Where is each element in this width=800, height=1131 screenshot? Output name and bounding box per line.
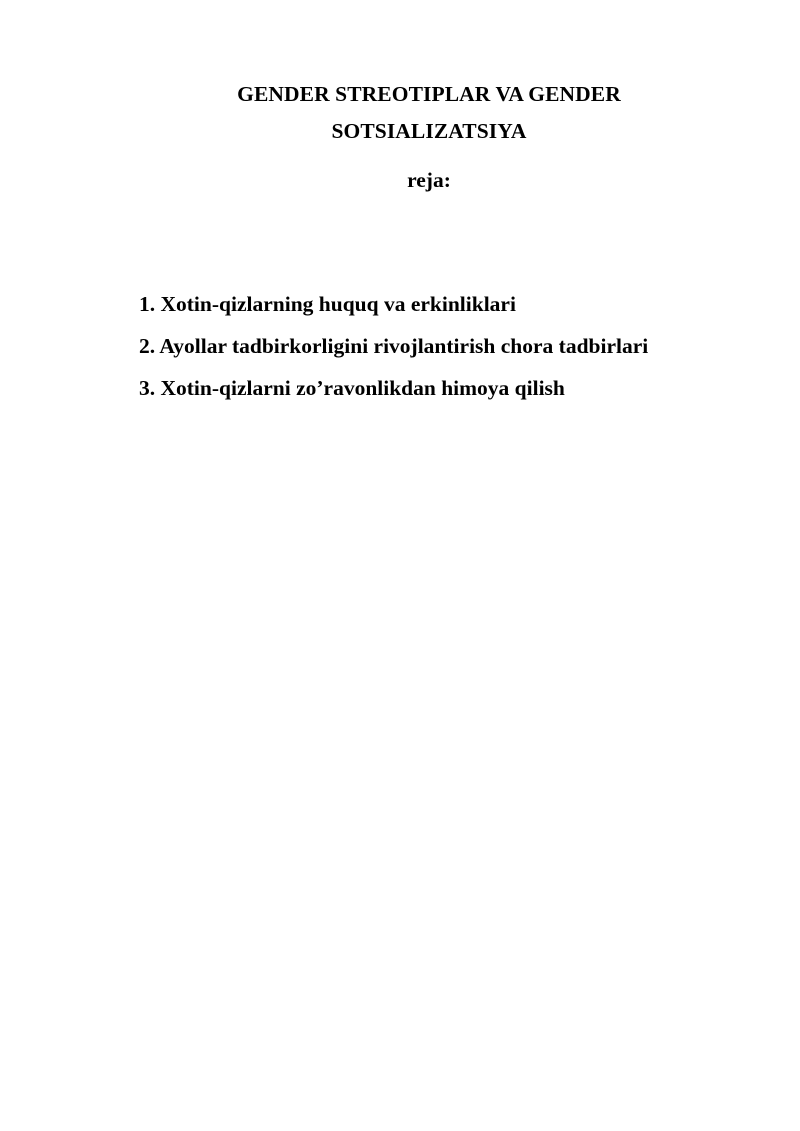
plan-item-3: 3. Xotin-qizlarni zo’ravonlikdan himoya qilish bbox=[139, 376, 565, 400]
page-title-line-2: SOTSIALIZATSIYA bbox=[331, 119, 527, 143]
plan-list bbox=[139, 283, 648, 409]
plan-item-1: 1. Xotin-qizlarning huquq va erkinliklari bbox=[139, 292, 516, 316]
plan-item-2: 2. Ayollar tadbirkorligini rivojlantirish chora tadbirlari bbox=[139, 334, 649, 358]
plan-heading: reja: bbox=[407, 168, 451, 192]
page-title-line-1: GENDER STREOTIPLAR VA GENDER bbox=[237, 82, 621, 106]
title-block bbox=[0, 76, 800, 194]
